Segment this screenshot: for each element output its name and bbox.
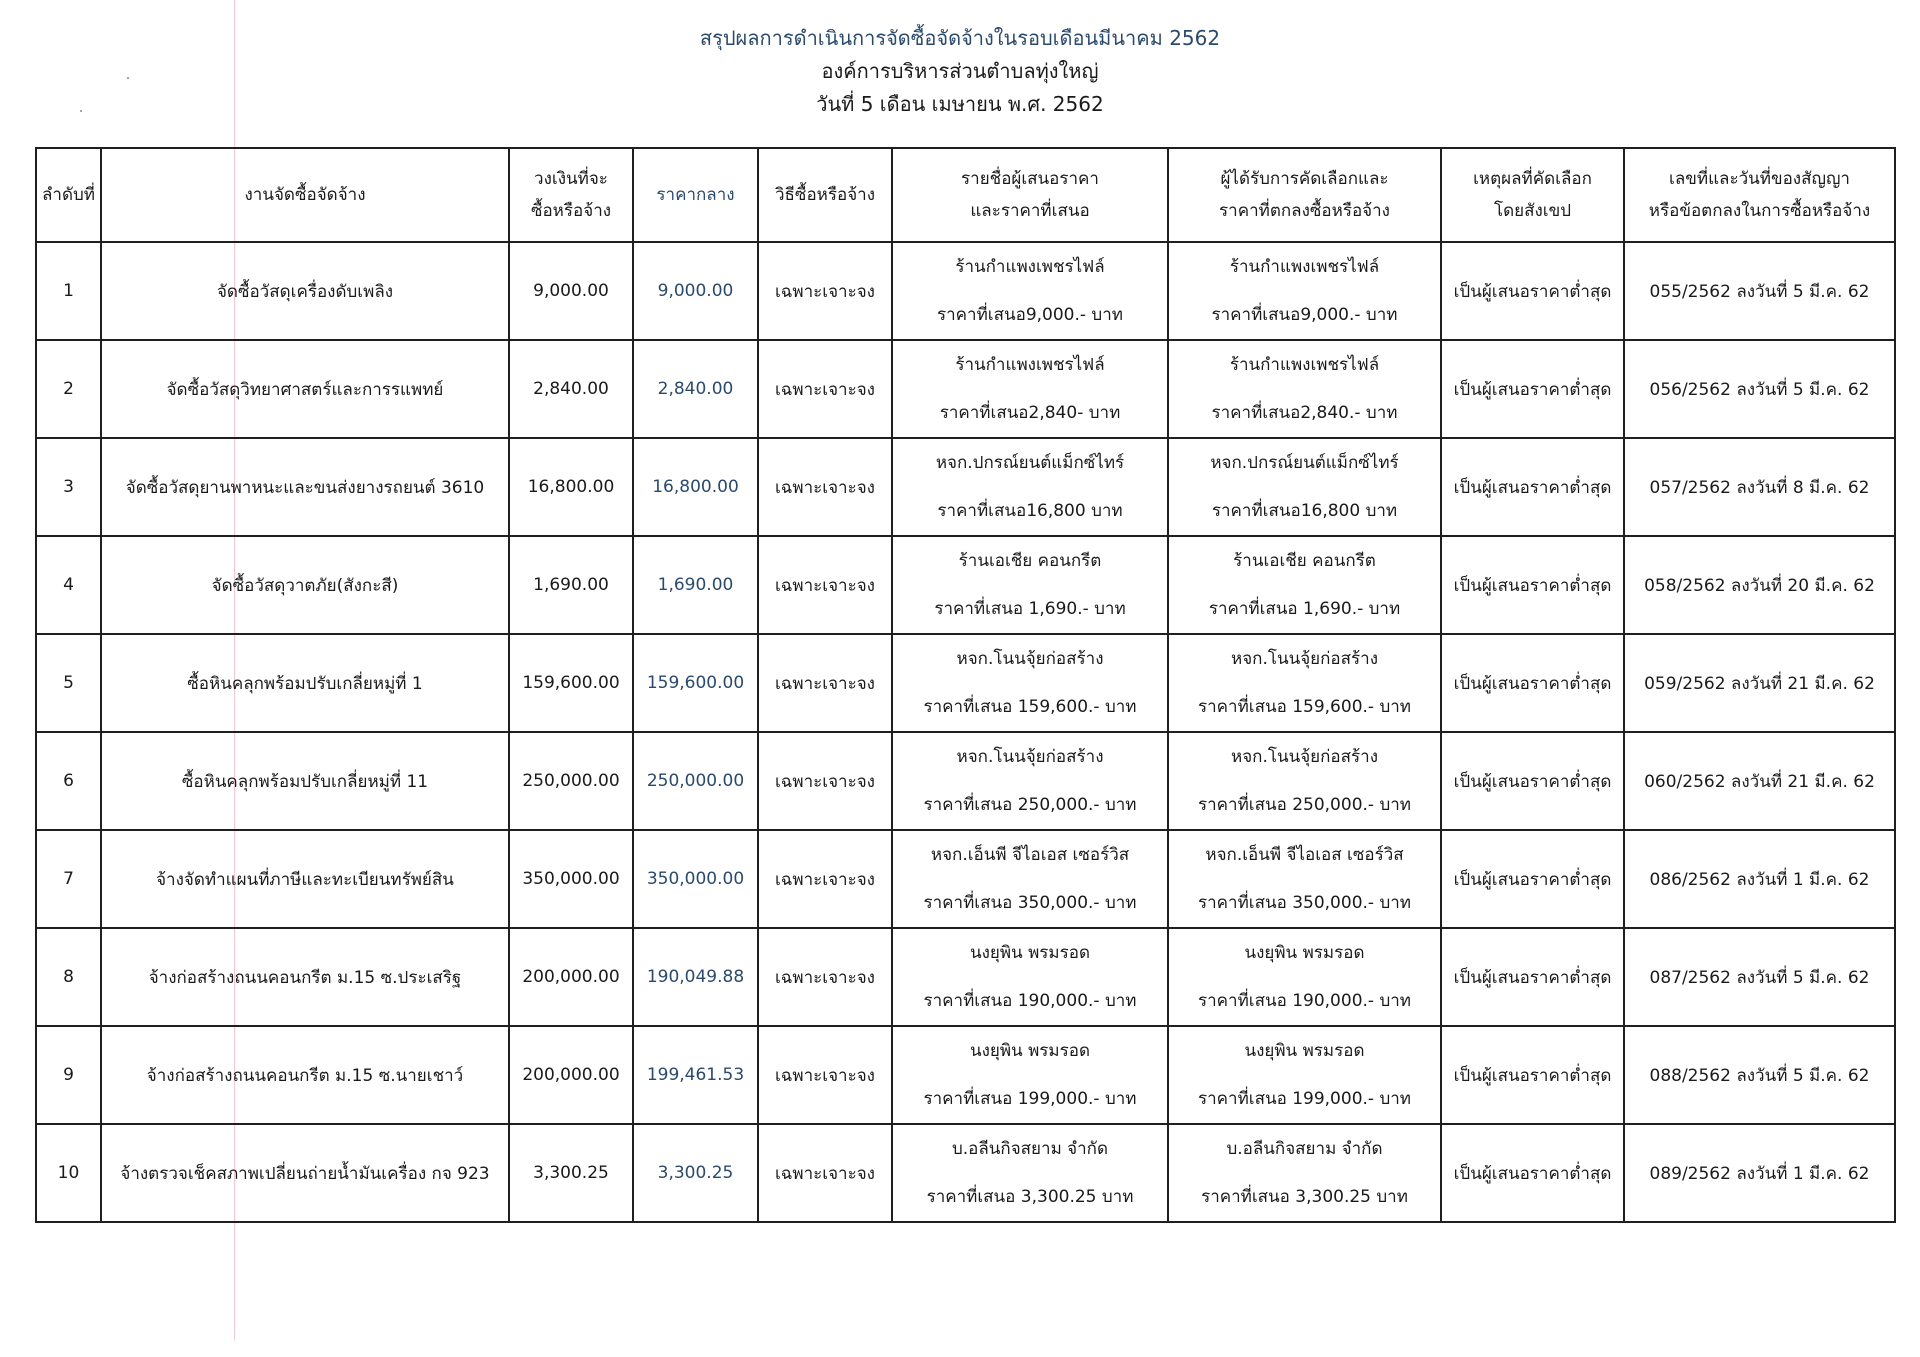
median-price: 16,800.00 <box>633 438 758 536</box>
task-name: จัดซื้อวัสดุเครื่องดับเพลิง <box>101 242 509 340</box>
median-price: 9,000.00 <box>633 242 758 340</box>
row-number: 2 <box>36 340 101 438</box>
winner-cell <box>1168 340 1441 438</box>
bid-price: ราคาที่เสนอ9,000.- บาท <box>937 305 1123 325</box>
row-number: 3 <box>36 438 101 536</box>
contract-reference: 058/2562 ลงวันที่ 20 มี.ค. 62 <box>1624 536 1895 634</box>
col-header-contract <box>1624 148 1895 242</box>
bid-price: ราคาที่เสนอ 199,000.- บาท <box>923 1089 1137 1109</box>
col-header-reason-l1: เหตุผลที่คัดเลือก <box>1473 169 1592 189</box>
contract-reference: 088/2562 ลงวันที่ 5 มี.ค. 62 <box>1624 1026 1895 1124</box>
task-name: จัดซื้อวัสดุวาตภัย(สังกะสี) <box>101 536 509 634</box>
bidder-name: หจก.ปกรณ์ยนต์แม็กซ์ไทร์ <box>935 453 1125 473</box>
bidder-name: นงยุพิน พรมรอด <box>969 1041 1091 1061</box>
col-header-selected-l2: ราคาที่ตกลงซื้อหรือจ้าง <box>1219 201 1390 221</box>
median-price: 250,000.00 <box>633 732 758 830</box>
row-number: 9 <box>36 1026 101 1124</box>
winner-cell <box>1168 830 1441 928</box>
selection-reason: เป็นผู้เสนอราคาต่ำสุด <box>1441 928 1624 1026</box>
selection-reason: เป็นผู้เสนอราคาต่ำสุด <box>1441 536 1624 634</box>
winner-cell <box>1168 1124 1441 1222</box>
col-header-budget-l2: ซื้อหรือจ้าง <box>530 201 612 221</box>
budget-amount: 250,000.00 <box>509 732 633 830</box>
winner-name: หจก.โนนจุ้ยก่อสร้าง <box>1230 747 1378 767</box>
bid-price: ราคาที่เสนอ16,800 บาท <box>937 501 1123 521</box>
procurement-method: เฉพาะเจาะจง <box>758 928 892 1026</box>
bid-price: ราคาที่เสนอ2,840- บาท <box>939 403 1121 423</box>
table-row <box>36 438 1895 536</box>
winner-name: บ.อลีนกิจสยาม จำกัด <box>1226 1139 1383 1159</box>
col-header-bidders-l1: รายชื่อผู้เสนอราคา <box>961 169 1099 189</box>
table-row <box>36 928 1895 1026</box>
row-number: 6 <box>36 732 101 830</box>
document-header <box>0 22 1920 121</box>
contract-reference: 087/2562 ลงวันที่ 5 มี.ค. 62 <box>1624 928 1895 1026</box>
col-header-contract-l2: หรือข้อตกลงในการซื้อหรือจ้าง <box>1648 201 1871 221</box>
winner-cell <box>1168 634 1441 732</box>
contract-reference: 057/2562 ลงวันที่ 8 มี.ค. 62 <box>1624 438 1895 536</box>
bidder-cell <box>892 928 1168 1026</box>
bidder-cell <box>892 340 1168 438</box>
procurement-method: เฉพาะเจาะจง <box>758 438 892 536</box>
bidder-cell <box>892 634 1168 732</box>
col-header-no: ลำดับที่ <box>36 148 101 242</box>
task-name: จ้างตรวจเช็คสภาพเปลี่ยนถ่ายน้ำมันเครื่อง กจ 923 <box>101 1124 509 1222</box>
task-name: จ้างก่อสร้างถนนคอนกรีต ม.15 ซ.นายเชาว์ <box>101 1026 509 1124</box>
bidder-name: หจก.โนนจุ้ยก่อสร้าง <box>956 747 1104 767</box>
document-date: วันที่ 5 เดือน เมษายน พ.ศ. 2562 <box>816 92 1104 116</box>
contract-reference: 059/2562 ลงวันที่ 21 มี.ค. 62 <box>1624 634 1895 732</box>
table-header-row <box>36 148 1895 242</box>
procurement-method: เฉพาะเจาะจง <box>758 732 892 830</box>
median-price: 190,049.88 <box>633 928 758 1026</box>
budget-amount: 350,000.00 <box>509 830 633 928</box>
table-row <box>36 242 1895 340</box>
winner-name: หจก.ปกรณ์ยนต์แม็กซ์ไทร์ <box>1210 453 1399 473</box>
row-number: 1 <box>36 242 101 340</box>
contract-reference: 089/2562 ลงวันที่ 1 มี.ค. 62 <box>1624 1124 1895 1222</box>
selection-reason: เป็นผู้เสนอราคาต่ำสุด <box>1441 634 1624 732</box>
table-row <box>36 1026 1895 1124</box>
bid-price: ราคาที่เสนอ 3,300.25 บาท <box>926 1187 1134 1207</box>
winner-cell <box>1168 928 1441 1026</box>
median-price: 1,690.00 <box>633 536 758 634</box>
bidder-cell <box>892 1026 1168 1124</box>
bidder-cell <box>892 732 1168 830</box>
procurement-method: เฉพาะเจาะจง <box>758 1124 892 1222</box>
winner-name: นงยุพิน พรมรอด <box>1244 1041 1365 1061</box>
task-name: ซื้อหินคลุกพร้อมปรับเกลี่ยหมู่ที่ 11 <box>101 732 509 830</box>
table-row <box>36 1124 1895 1222</box>
winner-name: ร้านกำแพงเพชรไฟล์ <box>1229 257 1380 277</box>
row-number: 10 <box>36 1124 101 1222</box>
procurement-method: เฉพาะเจาะจง <box>758 536 892 634</box>
col-header-method: วิธีซื้อหรือจ้าง <box>758 148 892 242</box>
winning-price: ราคาที่เสนอ 1,690.- บาท <box>1208 599 1401 619</box>
bidder-name: ร้านกำแพงเพชรไฟล์ <box>955 355 1105 375</box>
table-row <box>36 634 1895 732</box>
selection-reason: เป็นผู้เสนอราคาต่ำสุด <box>1441 732 1624 830</box>
contract-reference: 056/2562 ลงวันที่ 5 มี.ค. 62 <box>1624 340 1895 438</box>
selection-reason: เป็นผู้เสนอราคาต่ำสุด <box>1441 1124 1624 1222</box>
median-price: 3,300.25 <box>633 1124 758 1222</box>
selection-reason: เป็นผู้เสนอราคาต่ำสุด <box>1441 242 1624 340</box>
contract-reference: 086/2562 ลงวันที่ 1 มี.ค. 62 <box>1624 830 1895 928</box>
winner-cell <box>1168 1026 1441 1124</box>
organization-name: องค์การบริหารส่วนตำบลทุ่งใหญ่ <box>821 59 1099 83</box>
winner-name: หจก.เอ็นพี จีไอเอส เซอร์วิส <box>1205 845 1404 865</box>
median-price: 2,840.00 <box>633 340 758 438</box>
task-name: จ้างก่อสร้างถนนคอนกรีต ม.15 ซ.ประเสริฐ <box>101 928 509 1026</box>
median-price: 199,461.53 <box>633 1026 758 1124</box>
table-row <box>36 536 1895 634</box>
winner-name: หจก.โนนจุ้ยก่อสร้าง <box>1230 649 1378 669</box>
procurement-method: เฉพาะเจาะจง <box>758 1026 892 1124</box>
bidder-cell <box>892 536 1168 634</box>
selection-reason: เป็นผู้เสนอราคาต่ำสุด <box>1441 830 1624 928</box>
budget-amount: 16,800.00 <box>509 438 633 536</box>
col-header-reason-l2: โดยสังเขป <box>1493 201 1572 221</box>
bidder-name: ร้านกำแพงเพชรไฟล์ <box>955 257 1105 277</box>
col-header-task: งานจัดซื้อจัดจ้าง <box>101 148 509 242</box>
bidder-name: นงยุพิน พรมรอด <box>969 943 1091 963</box>
table-row <box>36 340 1895 438</box>
bid-price: ราคาที่เสนอ 350,000.- บาท <box>923 893 1137 913</box>
winner-name: ร้านเอเชีย คอนกรีต <box>1233 551 1376 571</box>
budget-amount: 1,690.00 <box>509 536 633 634</box>
bid-price: ราคาที่เสนอ 159,600.- บาท <box>923 697 1137 717</box>
bidder-name: หจก.โนนจุ้ยก่อสร้าง <box>956 649 1104 669</box>
selection-reason: เป็นผู้เสนอราคาต่ำสุด <box>1441 438 1624 536</box>
selection-reason: เป็นผู้เสนอราคาต่ำสุด <box>1441 340 1624 438</box>
col-header-budget <box>509 148 633 242</box>
winning-price: ราคาที่เสนอ 190,000.- บาท <box>1197 991 1411 1011</box>
bidder-cell <box>892 242 1168 340</box>
bidder-name: หจก.เอ็นพี จีไอเอส เซอร์วิส <box>930 845 1130 865</box>
bidder-cell <box>892 830 1168 928</box>
winning-price: ราคาที่เสนอ 199,000.- บาท <box>1197 1089 1411 1109</box>
col-header-bidders-l2: และราคาที่เสนอ <box>970 201 1090 221</box>
winning-price: ราคาที่เสนอ2,840.- บาท <box>1211 403 1398 423</box>
row-number: 4 <box>36 536 101 634</box>
col-header-bidders <box>892 148 1168 242</box>
winner-cell <box>1168 536 1441 634</box>
row-number: 8 <box>36 928 101 1026</box>
contract-reference: 055/2562 ลงวันที่ 5 มี.ค. 62 <box>1624 242 1895 340</box>
winning-price: ราคาที่เสนอ 159,600.- บาท <box>1197 697 1411 717</box>
winner-name: นงยุพิน พรมรอด <box>1244 943 1365 963</box>
winning-price: ราคาที่เสนอ16,800 บาท <box>1211 501 1398 521</box>
budget-amount: 200,000.00 <box>509 928 633 1026</box>
budget-amount: 9,000.00 <box>509 242 633 340</box>
table-row <box>36 732 1895 830</box>
col-header-contract-l1: เลขที่และวันที่ของสัญญา <box>1669 169 1850 189</box>
col-header-selected <box>1168 148 1441 242</box>
task-name: จัดซื้อวัสดุวิทยาศาสตร์และการรแพทย์ <box>101 340 509 438</box>
budget-amount: 200,000.00 <box>509 1026 633 1124</box>
procurement-table <box>35 147 1896 1223</box>
procurement-method: เฉพาะเจาะจง <box>758 830 892 928</box>
median-price: 350,000.00 <box>633 830 758 928</box>
budget-amount: 159,600.00 <box>509 634 633 732</box>
table-row <box>36 830 1895 928</box>
winner-cell <box>1168 242 1441 340</box>
row-number: 7 <box>36 830 101 928</box>
winner-cell <box>1168 732 1441 830</box>
col-header-median: ราคากลาง <box>633 148 758 242</box>
winning-price: ราคาที่เสนอ 350,000.- บาท <box>1197 893 1411 913</box>
col-header-reason <box>1441 148 1624 242</box>
winning-price: ราคาที่เสนอ 250,000.- บาท <box>1197 795 1411 815</box>
median-price: 159,600.00 <box>633 634 758 732</box>
budget-amount: 2,840.00 <box>509 340 633 438</box>
bidder-cell <box>892 1124 1168 1222</box>
document-title: สรุปผลการดำเนินการจัดซื้อจัดจ้างในรอบเดือนมีนาคม 2562 <box>699 26 1221 50</box>
budget-amount: 3,300.25 <box>509 1124 633 1222</box>
bidder-name: ร้านเอเชีย คอนกรีต <box>958 551 1102 571</box>
bid-price: ราคาที่เสนอ 190,000.- บาท <box>923 991 1137 1011</box>
task-name: จัดซื้อวัสดุยานพาหนะและขนส่งยางรถยนต์ 3610 <box>101 438 509 536</box>
bidder-name: บ.อลีนกิจสยาม จำกัด <box>951 1139 1109 1159</box>
procurement-method: เฉพาะเจาะจง <box>758 634 892 732</box>
col-header-selected-l1: ผู้ได้รับการคัดเลือกและ <box>1220 169 1389 189</box>
winner-name: ร้านกำแพงเพชรไฟล์ <box>1229 355 1380 375</box>
selection-reason: เป็นผู้เสนอราคาต่ำสุด <box>1441 1026 1624 1124</box>
bid-price: ราคาที่เสนอ 250,000.- บาท <box>923 795 1137 815</box>
winner-cell <box>1168 438 1441 536</box>
bid-price: ราคาที่เสนอ 1,690.- บาท <box>934 599 1126 619</box>
task-name: จ้างจัดทำแผนที่ภาษีและทะเบียนทรัพย์สิน <box>101 830 509 928</box>
bidder-cell <box>892 438 1168 536</box>
col-header-budget-l1: วงเงินที่จะ <box>534 169 608 189</box>
contract-reference: 060/2562 ลงวันที่ 21 มี.ค. 62 <box>1624 732 1895 830</box>
task-name: ซื้อหินคลุกพร้อมปรับเกลี่ยหมู่ที่ 1 <box>101 634 509 732</box>
procurement-method: เฉพาะเจาะจง <box>758 242 892 340</box>
winning-price: ราคาที่เสนอ9,000.- บาท <box>1211 305 1398 325</box>
winning-price: ราคาที่เสนอ 3,300.25 บาท <box>1201 1187 1408 1207</box>
row-number: 5 <box>36 634 101 732</box>
procurement-method: เฉพาะเจาะจง <box>758 340 892 438</box>
